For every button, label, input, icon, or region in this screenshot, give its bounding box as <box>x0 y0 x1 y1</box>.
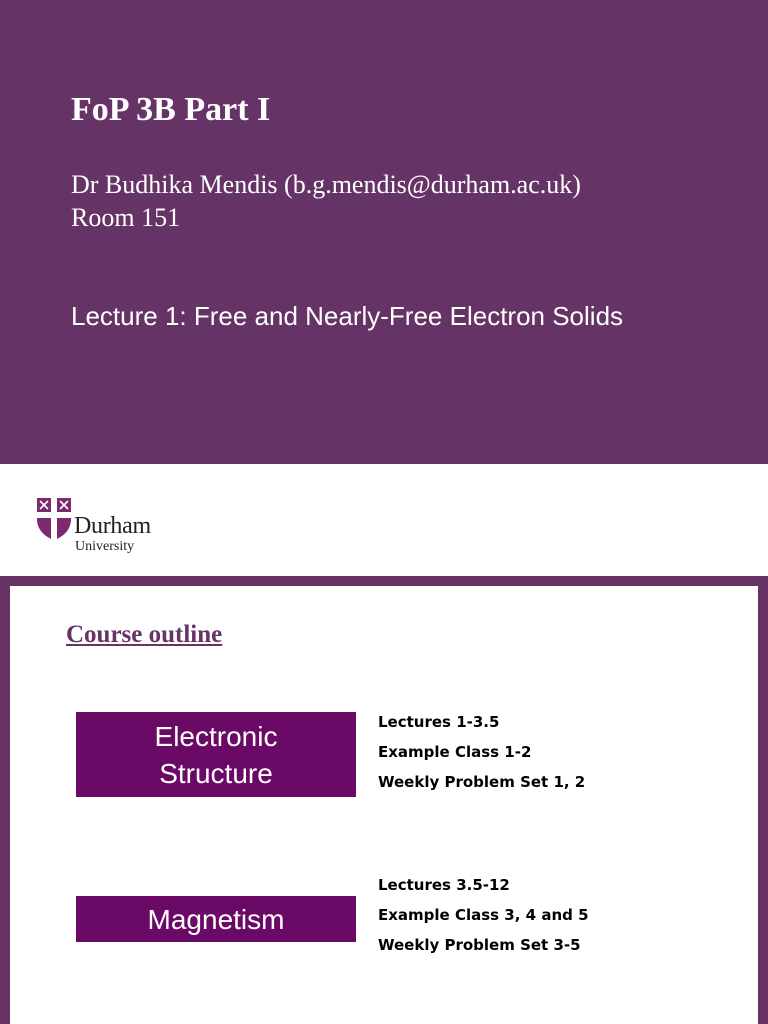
magnetism-box <box>76 896 356 942</box>
magnetism-details <box>378 870 589 960</box>
course-outline-slide <box>0 576 768 1024</box>
course-outline-heading: Course outline <box>66 621 223 648</box>
detail-item: Example Class 3, 4 and 5 <box>378 906 589 924</box>
detail-item: Weekly Problem Set 1, 2 <box>378 773 586 791</box>
lecture-subtitle: Lecture 1: Free and Nearly-Free Electron Solids <box>71 301 624 331</box>
room-line: Room 151 <box>71 203 181 232</box>
electronic-structure-box <box>76 712 356 797</box>
detail-item: Lectures 1-3.5 <box>378 713 500 731</box>
slide-title: FoP 3B Part I <box>71 91 271 128</box>
electronic-structure-details <box>378 707 585 797</box>
detail-item: Weekly Problem Set 3-5 <box>378 936 581 954</box>
title-slide <box>0 0 768 464</box>
logo-name: Durham <box>74 513 151 539</box>
topic-label-line2: Structure <box>159 757 273 789</box>
topic-label: Magnetism <box>147 903 285 935</box>
durham-shield-icon <box>36 497 72 541</box>
durham-logo <box>26 486 186 562</box>
slide-content <box>10 586 758 1024</box>
detail-item: Lectures 3.5-12 <box>378 876 510 894</box>
topic-label-line1: Electronic <box>154 720 278 752</box>
logo-subtitle: University <box>75 539 135 554</box>
author-line: Dr Budhika Mendis (b.g.mendis@durham.ac.uk) <box>71 170 581 199</box>
detail-item: Example Class 1-2 <box>378 743 532 761</box>
